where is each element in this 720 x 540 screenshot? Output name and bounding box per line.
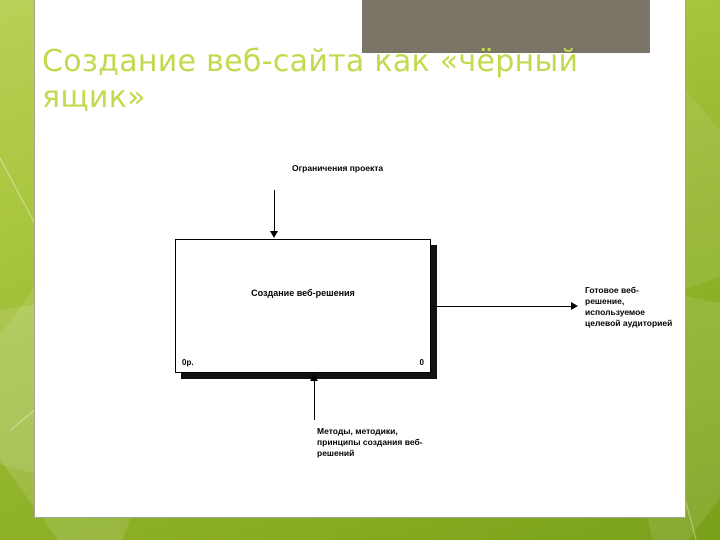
- output-arrow-label: Готовое веб-решение, используемое целевой аудиторией: [585, 285, 673, 328]
- mechanism-arrow-line: [314, 380, 315, 420]
- process-box-number-label: 0: [419, 358, 424, 367]
- control-arrow-label: Ограничения проекта: [292, 163, 384, 173]
- mechanism-arrow-head-icon: [310, 374, 318, 381]
- idef0-diagram: [34, 0, 686, 518]
- control-arrow-head-icon: [270, 231, 278, 238]
- process-box: [175, 239, 431, 373]
- process-box-cost-label: 0р.: [182, 358, 194, 367]
- output-arrow-head-icon: [571, 302, 578, 310]
- control-arrow-line: [274, 190, 275, 232]
- page-title: Создание веб-сайта как «чёрный ящик»: [42, 44, 579, 115]
- mechanism-arrow-label: Методы, методики, принципы создания веб-решений: [317, 426, 423, 458]
- process-box-label: Создание веб-решения: [251, 288, 355, 298]
- output-arrow-line: [431, 306, 572, 307]
